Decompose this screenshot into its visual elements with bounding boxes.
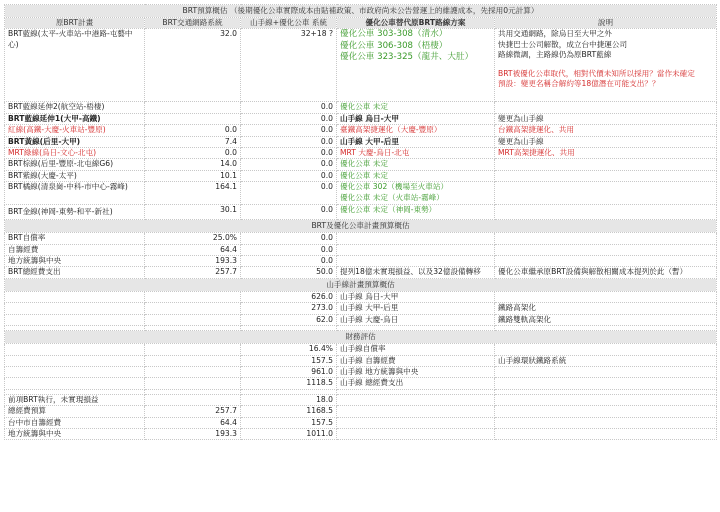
item-name: 山手線 總經費支出	[337, 378, 495, 389]
table-row	[5, 233, 717, 244]
system-cost: 0.0	[241, 136, 337, 147]
row-label: BRT總經費支出	[5, 267, 145, 278]
plan-cell	[337, 102, 495, 113]
system-cost: 0.0	[241, 170, 337, 181]
table-row	[5, 366, 717, 377]
note-cell	[495, 148, 717, 159]
plan-line: 優化公車 302（機場至火車站）	[340, 182, 449, 192]
note-line: 變更為山手線	[498, 113, 544, 123]
plan-cell	[337, 125, 495, 136]
system-value: 18.0	[241, 394, 337, 405]
plan-note	[337, 256, 495, 267]
item-name: 山手線 地方統籌與中央	[337, 366, 495, 377]
route-name: MRT綠線(烏日-文心-北屯)	[5, 148, 145, 159]
note-line: 路線微調，主路線仍為原BRT藍線	[498, 50, 612, 60]
note-cell	[495, 344, 717, 355]
plan-line: 山手線 大甲-后里	[340, 136, 399, 146]
table-row	[5, 355, 717, 366]
section-title: BRT及優化公車計畫預算概估	[5, 220, 717, 233]
section-row	[5, 331, 717, 344]
title-row	[5, 5, 717, 18]
item-name	[337, 394, 495, 405]
note-cell: 優化公車繼承原BRT設備與解散相關成本提列於此（暫）	[495, 267, 717, 278]
system-value: 1011.0	[241, 428, 337, 439]
table-row	[5, 394, 717, 405]
brt-cost: 10.1	[145, 170, 241, 181]
plan-cell	[337, 113, 495, 124]
plan-note	[337, 233, 495, 244]
note-cell	[495, 159, 717, 170]
system-cost: 0.0	[241, 125, 337, 136]
note-cell: 鐵路雙軌高架化	[495, 314, 717, 325]
route-name: BRT橘線(清泉崗-中科-市中心-霧峰)	[5, 182, 145, 205]
item-name: 山手線 自籌經費	[337, 355, 495, 366]
line-cost: 62.0	[241, 314, 337, 325]
plan-line: 優化公車 未定	[340, 102, 388, 112]
route-name: BRT藍線延伸2(航空站-梧棲)	[5, 102, 145, 113]
brt-value: 64.4	[145, 417, 241, 428]
brt-value: 193.3	[145, 256, 241, 267]
table-row	[5, 417, 717, 428]
item-name	[337, 428, 495, 439]
brt-cost: 32.0	[145, 29, 241, 102]
column-header: 優化公車替代原BRT路線方案	[337, 18, 495, 29]
brt-cost	[145, 102, 241, 113]
table-row	[5, 244, 717, 255]
column-header: 說明	[495, 18, 717, 29]
route-name: 紅線(高鐵-大慶-火車站-豐原)	[5, 125, 145, 136]
row-label: 台中市自籌經費	[5, 417, 145, 428]
note-cell	[495, 394, 717, 405]
plan-cell	[337, 182, 495, 205]
note-cell	[495, 366, 717, 377]
note-cell	[495, 170, 717, 181]
brt-value	[145, 355, 241, 366]
plan-line: 優化公車 未定（火車站-霧峰）	[340, 192, 444, 202]
plan-cell	[337, 159, 495, 170]
note-cell	[495, 406, 717, 417]
section-title: 山手線計畫預算概估	[5, 278, 717, 291]
route-name: BRT藍線延伸1(大甲-高鐵)	[5, 113, 145, 124]
table-row	[5, 378, 717, 389]
brt-value	[145, 378, 241, 389]
system-value: 0.0	[241, 256, 337, 267]
table-row	[5, 136, 717, 147]
item-name	[337, 417, 495, 428]
system-value: 157.5	[241, 417, 337, 428]
note-cell	[495, 428, 717, 439]
note-cell	[495, 233, 717, 244]
system-value: 0.0	[241, 233, 337, 244]
row-label	[5, 344, 145, 355]
plan-cell	[337, 136, 495, 147]
note-cell	[495, 244, 717, 255]
note-cell	[495, 205, 717, 220]
note-line: 預設：變更名稱合解約等18億潛在可能支出？？	[498, 79, 660, 89]
line-name: 山手線 烏日-大甲	[337, 291, 495, 302]
table-row	[5, 344, 717, 355]
line-cost: 626.0	[241, 291, 337, 302]
note-line: 共用交通網路，除烏日至大甲之外	[498, 29, 612, 39]
brt-value	[145, 344, 241, 355]
plan-line: 優化公車 未定	[340, 159, 388, 169]
system-value: 0.0	[241, 244, 337, 255]
brt-cost: 30.1	[145, 205, 241, 220]
note-cell	[495, 102, 717, 113]
note-cell	[495, 136, 717, 147]
plan-line: MRT 大慶-烏日-北屯	[340, 148, 410, 158]
note-cell	[495, 125, 717, 136]
note-line: BRT被優化公車取代，相對代價未知所以採用？當作未確定	[498, 68, 695, 78]
plan-line: 優化公車 未定（神岡-東勢）	[340, 205, 437, 215]
row-label: 地方統籌與中央	[5, 428, 145, 439]
system-cost: 0.0	[241, 113, 337, 124]
table-row	[5, 182, 717, 205]
brt-value: 25.0%	[145, 233, 241, 244]
plan-note: 提列18億未實現損益、以及32億設備轉移	[337, 267, 495, 278]
system-value: 16.4%	[241, 344, 337, 355]
system-cost: 0.0	[241, 148, 337, 159]
section-row	[5, 278, 717, 291]
brt-cost	[145, 113, 241, 124]
row-label: 地方統籌與中央	[5, 256, 145, 267]
route-name: BRT紫線(大慶-太平)	[5, 170, 145, 181]
plan-line: 優化公車 323-325（龍井、大肚）	[340, 52, 474, 63]
brt-value: 257.7	[145, 406, 241, 417]
spacer	[498, 61, 713, 69]
note-cell	[495, 256, 717, 267]
plan-line: 優化公車 303-308（清水）	[340, 29, 448, 40]
table-row	[5, 159, 717, 170]
system-value: 961.0	[241, 366, 337, 377]
brt-cost: 14.0	[145, 159, 241, 170]
row-label: 前項BRT執行，未實現損益	[5, 394, 145, 405]
plan-line: 優化公車 未定	[340, 170, 388, 180]
row-label: BRT自償率	[5, 233, 145, 244]
route-name: BRT棕線(后里-豐原-北屯線G6)	[5, 159, 145, 170]
row-label	[5, 378, 145, 389]
budget-table	[4, 4, 717, 440]
line-name: 山手線 大慶-烏日	[337, 314, 495, 325]
system-cost: 0.0	[241, 159, 337, 170]
table-row	[5, 256, 717, 267]
route-name: BRT黃線(后里-大甲)	[5, 136, 145, 147]
note-cell: 山手線環狀鐵路系統	[495, 355, 717, 366]
note-line: 台鐵高架捷運化、共用	[498, 125, 574, 135]
empty-cell	[145, 314, 241, 325]
item-name	[337, 406, 495, 417]
row-label	[5, 366, 145, 377]
empty-cell	[5, 303, 145, 314]
plan-cell	[337, 148, 495, 159]
line-name: 山手線 大甲-后里	[337, 303, 495, 314]
system-value: 50.0	[241, 267, 337, 278]
column-header: BRT交通網路系統	[145, 18, 241, 29]
table-row	[5, 125, 717, 136]
brt-cost: 164.1	[145, 182, 241, 205]
section-row	[5, 220, 717, 233]
row-label	[5, 355, 145, 366]
section-title: 財務評估	[5, 331, 717, 344]
table-row	[5, 291, 717, 302]
brt-cost: 0.0	[145, 125, 241, 136]
table-row	[5, 314, 717, 325]
table-row	[5, 29, 717, 102]
note-cell	[495, 113, 717, 124]
item-name: 山手線自償率	[337, 344, 495, 355]
system-value: 1118.5	[241, 378, 337, 389]
table-row	[5, 303, 717, 314]
empty-cell	[5, 314, 145, 325]
table-row	[5, 205, 717, 220]
plan-cell	[337, 170, 495, 181]
line-cost: 273.0	[241, 303, 337, 314]
empty-cell	[145, 291, 241, 302]
plan-note	[337, 244, 495, 255]
empty-cell	[145, 303, 241, 314]
note-cell	[495, 182, 717, 205]
note-line: MRT高架捷運化、共用	[498, 148, 575, 158]
table-row	[5, 267, 717, 278]
plan-cell	[337, 205, 495, 220]
brt-value: 193.3	[145, 428, 241, 439]
route-name: BRT金線(神岡-東勢-和平-新社)	[5, 205, 145, 220]
system-cost: 0.0	[241, 102, 337, 113]
system-cost: 0.0	[241, 182, 337, 205]
system-cost: 0.0	[241, 205, 337, 220]
brt-value	[145, 394, 241, 405]
row-label: 自籌經費	[5, 244, 145, 255]
brt-value: 257.7	[145, 267, 241, 278]
brt-cost: 0.0	[145, 148, 241, 159]
system-value: 1168.5	[241, 406, 337, 417]
column-header: 山手線+優化公車 系統	[241, 18, 337, 29]
note-line: 快捷巴士公司解散，成立台中捷運公司	[498, 39, 628, 49]
plan-line: 臺鐵高架捷運化（大慶-豐原）	[340, 125, 442, 135]
brt-value	[145, 366, 241, 377]
brt-value: 64.4	[145, 244, 241, 255]
note-line: 變更為山手線	[498, 136, 544, 146]
table-row	[5, 102, 717, 113]
table-row	[5, 170, 717, 181]
plan-line: 山手線 烏日-大甲	[340, 113, 399, 123]
empty-cell	[5, 291, 145, 302]
plan-cell	[337, 29, 495, 102]
note-cell	[495, 291, 717, 302]
table-row	[5, 148, 717, 159]
table-row	[5, 406, 717, 417]
note-cell	[495, 378, 717, 389]
table-row	[5, 428, 717, 439]
note-cell	[495, 29, 717, 102]
header-row	[5, 18, 717, 29]
table-row	[5, 113, 717, 124]
row-label: 總經費預算	[5, 406, 145, 417]
system-value: 157.5	[241, 355, 337, 366]
column-header: 原BRT計畫	[5, 18, 145, 29]
system-cost: 32+18 ?	[241, 29, 337, 102]
brt-cost: 7.4	[145, 136, 241, 147]
plan-line: 優化公車 306-308（梧棲）	[340, 40, 448, 51]
route-name: BRT藍線(太平-火車站-中港路-屯藝中心)	[5, 29, 145, 102]
table-title: BRT預算概估 （後期優化公車實際成本由貼補政策、市政府尚未公告營運上的維護成本，先採用0元計算）	[5, 5, 717, 18]
note-cell	[495, 417, 717, 428]
note-cell: 鐵路高架化	[495, 303, 717, 314]
